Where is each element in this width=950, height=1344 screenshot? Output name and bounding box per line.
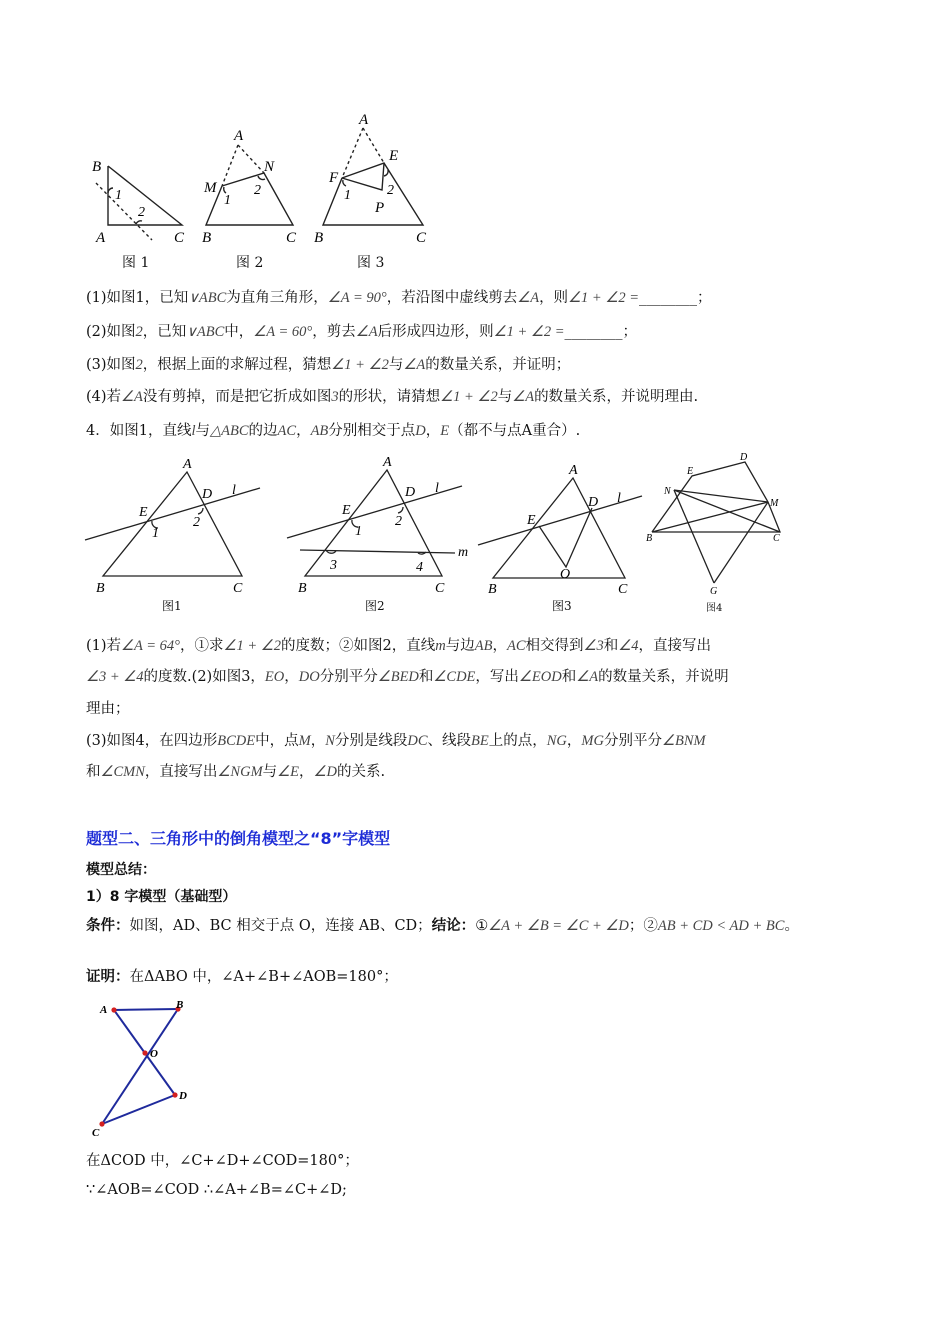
q4f1-1: 1	[152, 526, 159, 541]
fig1-caption: 图 1	[122, 255, 150, 271]
fig8-label-C: C	[92, 1127, 100, 1139]
proof-line-2: 在ΔCOD 中，∠C+∠D+∠COD=180°；	[86, 1153, 359, 1169]
q4f3-D: D	[588, 495, 599, 510]
q3-part1: (1)如图1，已知∨ABC为直角三角形，∠A = 90°，若沿图中虚线剪去∠A，则∠1 + ∠2 =________；	[86, 290, 712, 306]
q4f2-m: m	[458, 545, 469, 560]
q3-part4: (4)若∠A没有剪掉，而是把它折成如图3的形状，请猜想∠1 + ∠2与∠A的数量关系，并说明理由.	[86, 389, 699, 405]
fig3-caption: 图 3	[357, 255, 385, 271]
fig2-caption: 图 2	[236, 255, 264, 271]
q4f4-D: D	[740, 452, 748, 463]
fig2-label-2: 2	[254, 183, 261, 198]
fig8-label-O: O	[150, 1048, 158, 1060]
fig1-label-2: 2	[138, 205, 145, 220]
q4f4-C: C	[773, 533, 780, 544]
fig3-label-E: E	[389, 148, 399, 164]
q4-part3-line1: (3)如图4，在四边形BCDE中，点M，N分别是线段DC、线段BE上的点，NG，MG分别平分∠BNM	[86, 733, 706, 749]
point-D	[172, 1092, 177, 1097]
q4f1-C: C	[233, 581, 243, 596]
q4f2-D: D	[405, 485, 416, 500]
proof-line-1: 证明：在ΔABO 中，∠A+∠B+∠AOB=180°；	[86, 968, 398, 985]
q4f4-M: M	[770, 498, 779, 509]
fig3-label-1: 1	[344, 188, 351, 203]
q4f1-A: A	[183, 457, 192, 472]
point-O	[142, 1050, 147, 1055]
section2-subheading: 1）8 字模型（基础型）	[86, 889, 237, 905]
q3-part3: (3)如图2，根据上面的求解过程，猜想∠1 + ∠2与∠A的数量关系，并证明；	[86, 357, 571, 373]
q4f2-2: 2	[395, 514, 402, 529]
fig2-label-C: C	[286, 230, 297, 246]
q4f4-N: N	[664, 486, 671, 497]
fig3-label-A: A	[359, 112, 369, 128]
fig8-label-D: D	[179, 1090, 187, 1102]
q4-fig1-caption: 图1	[162, 599, 182, 613]
point-A	[111, 1007, 116, 1012]
fig2-label-M: M	[204, 180, 217, 196]
section2-summary-label: 模型总结：	[86, 862, 156, 878]
fig1-label-A: A	[96, 230, 106, 246]
q4f1-2: 2	[193, 515, 200, 530]
q4f1-l: l	[232, 483, 236, 498]
q4-part1-line1: (1)若∠A = 64°，①求∠1 + ∠2的度数；②如图2，直线m与边AB，AC相交得到∠3和∠4，直接写出	[86, 638, 711, 654]
q4f4-E: E	[687, 466, 694, 477]
figure-1	[96, 166, 182, 240]
q4f4-B: B	[646, 533, 653, 544]
q4-part3-line2: 和∠CMN，直接写出∠NGM与∠E，∠D的关系.	[86, 764, 386, 780]
q4f4-G: G	[710, 586, 718, 597]
section2-condition: 条件：如图，AD、BC 相交于点 O，连接 AB、CD；结论：①∠A + ∠B = ∠C + ∠D；②AB + CD < AD + BC。	[86, 917, 799, 934]
figure-2	[206, 145, 293, 225]
proof-line-3: ∵∠AOB=∠COD ∴∠A+∠B=∠C+∠D;	[86, 1182, 347, 1198]
q4-fig4-caption: 图4	[706, 603, 723, 614]
fig3-label-2: 2	[387, 183, 394, 198]
fig2-label-1: 1	[224, 193, 231, 208]
fig3-label-B: B	[314, 230, 324, 246]
point-C	[99, 1121, 104, 1126]
q4-part1-line2: ∠3 + ∠4的度数.(2)如图3，EO，DO分别平分∠BED和∠CDE，写出∠EOD和∠A的数量关系，并说明	[86, 669, 729, 685]
fig3-label-C: C	[416, 230, 427, 246]
fig8-label-B: B	[176, 999, 184, 1011]
q4f3-E: E	[527, 513, 536, 528]
section2-heading: 题型二、三角形中的倒角模型之“8”字模型	[86, 829, 391, 848]
q4f2-l: l	[435, 481, 439, 496]
q4f1-B: B	[96, 581, 105, 596]
q4f2-1: 1	[355, 524, 362, 539]
fig3-label-P: P	[375, 200, 385, 216]
q4-part1-line3: 理由；	[86, 701, 130, 717]
q4f2-A: A	[383, 455, 392, 470]
q4-fig2-caption: 图2	[365, 599, 385, 613]
fig1-label-C: C	[174, 230, 185, 246]
q3-part2: (2)如图2，已知∨ABC中，∠A = 60°，剪去∠A后形成四边形，则∠1 + ∠2 =________；	[86, 324, 638, 340]
figure-eight-model	[86, 996, 206, 1144]
q4f2-C: C	[435, 581, 445, 596]
fig1-label-1: 1	[115, 188, 122, 203]
q4f2-B: B	[298, 581, 307, 596]
fig8-label-A: A	[100, 1004, 108, 1016]
q4f2-3: 3	[330, 558, 337, 573]
fig2-label-A: A	[234, 128, 244, 144]
fig3-label-F: F	[329, 170, 339, 186]
q4f2-E: E	[342, 503, 351, 518]
q4f3-O: O	[560, 567, 571, 582]
q4f2-4: 4	[416, 560, 423, 575]
fig2-label-B: B	[202, 230, 212, 246]
q4f3-C: C	[618, 582, 628, 597]
q4f1-D: D	[202, 487, 213, 502]
fig1-label-B: B	[92, 159, 102, 175]
fig2-label-N: N	[264, 159, 275, 175]
figure-q4	[80, 450, 870, 620]
q4f3-B: B	[488, 582, 497, 597]
q4-fig3-caption: 图3	[552, 599, 572, 613]
q4f1-E: E	[139, 505, 148, 520]
q4f3-l: l	[617, 491, 621, 506]
q4-stem: 4．如图1，直线l与△ABC的边AC，AB分别相交于点D，E（都不与点A重合）.	[86, 423, 581, 439]
q4f3-A: A	[569, 463, 578, 478]
